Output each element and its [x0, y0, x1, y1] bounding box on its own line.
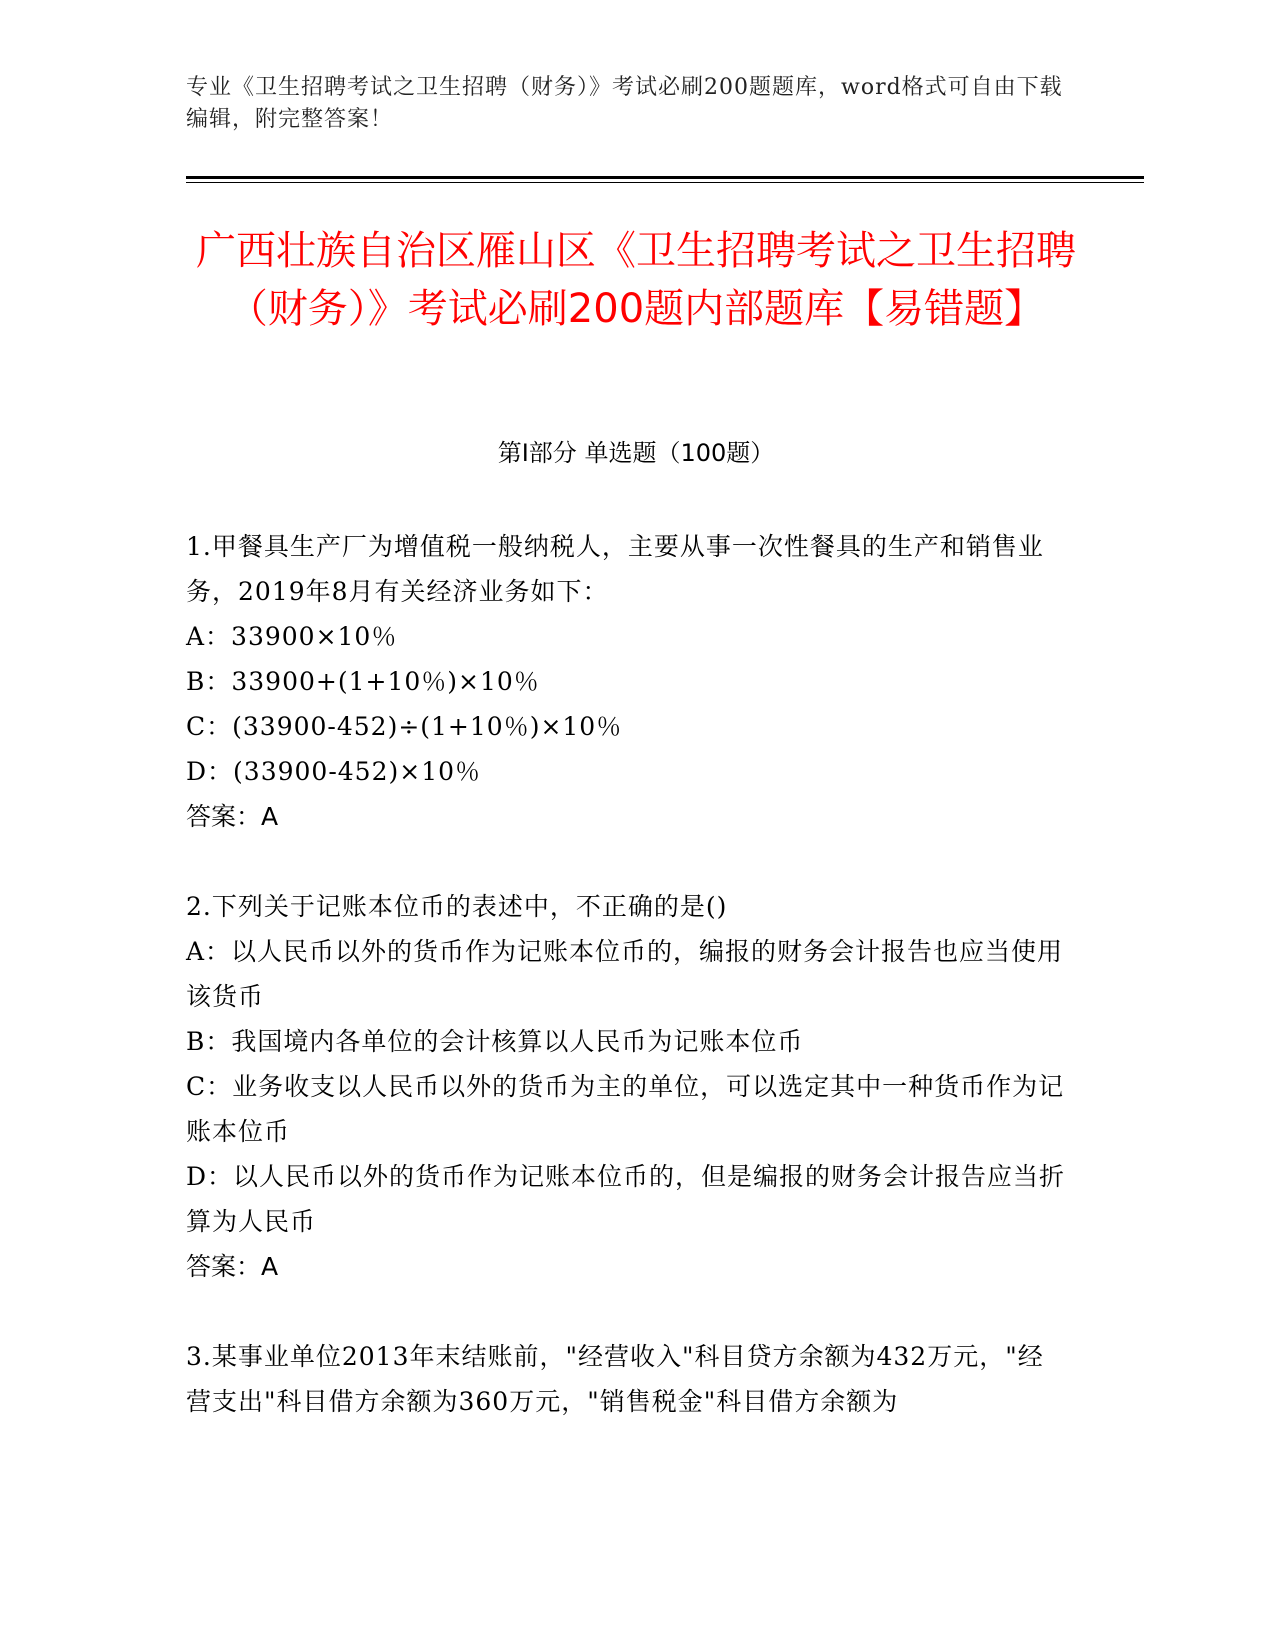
question-text: 2.下列关于记账本位币的表述中，不正确的是(): [186, 892, 728, 921]
header-divider-thin: [186, 182, 1144, 183]
question-3: [186, 1334, 1066, 1424]
header-divider-thick: [186, 176, 1144, 179]
header-note: 专业《卫生招聘考试之卫生招聘（财务）》考试必刷200题题库，word格式可自由下载编辑，附完整答案！: [186, 75, 1063, 132]
option-a: A：33900×10％: [186, 622, 398, 651]
answer: 答案：A: [186, 1252, 279, 1281]
question-text: 1.甲餐具生产厂为增值税一般纳税人，主要从事一次性餐具的生产和销售业务，2019年8月有关经济业务如下：: [186, 532, 1044, 606]
option-c: C：(33900-452)÷(1+10％)×10％: [186, 712, 623, 741]
option-b: B：33900+(1+10％)×10％: [186, 667, 540, 696]
section-title: 第I部分 单选题（100题）: [497, 439, 775, 467]
option-d: D：(33900-452)×10％: [186, 757, 482, 786]
option-b: B：我国境内各单位的会计核算以人民币为记账本位币: [186, 1027, 804, 1056]
option-d: D：以人民币以外的货币作为记账本位币的，但是编报的财务会计报告应当折算为人民币: [186, 1162, 1066, 1236]
question-2: [186, 884, 1066, 1289]
option-a: A：以人民币以外的货币作为记账本位币的，编报的财务会计报告也应当使用该货币: [186, 937, 1064, 1011]
document-title: 广西壮族自治区雁山区《卫生招聘考试之卫生招聘（财务）》考试必刷200题内部题库【易错题】: [196, 228, 1076, 332]
question-1: [186, 524, 1066, 839]
question-text: 3.某事业单位2013年末结账前，"经营收入"科目贷方余额为432万元，"经营支出"科目借方余额为360万元，"销售税金"科目借方余额为: [186, 1342, 1044, 1416]
question-list: [186, 524, 1066, 1469]
answer: 答案：A: [186, 802, 279, 831]
option-c: C：业务收支以人民币以外的货币为主的单位，可以选定其中一种货币作为记账本位币: [186, 1072, 1065, 1146]
